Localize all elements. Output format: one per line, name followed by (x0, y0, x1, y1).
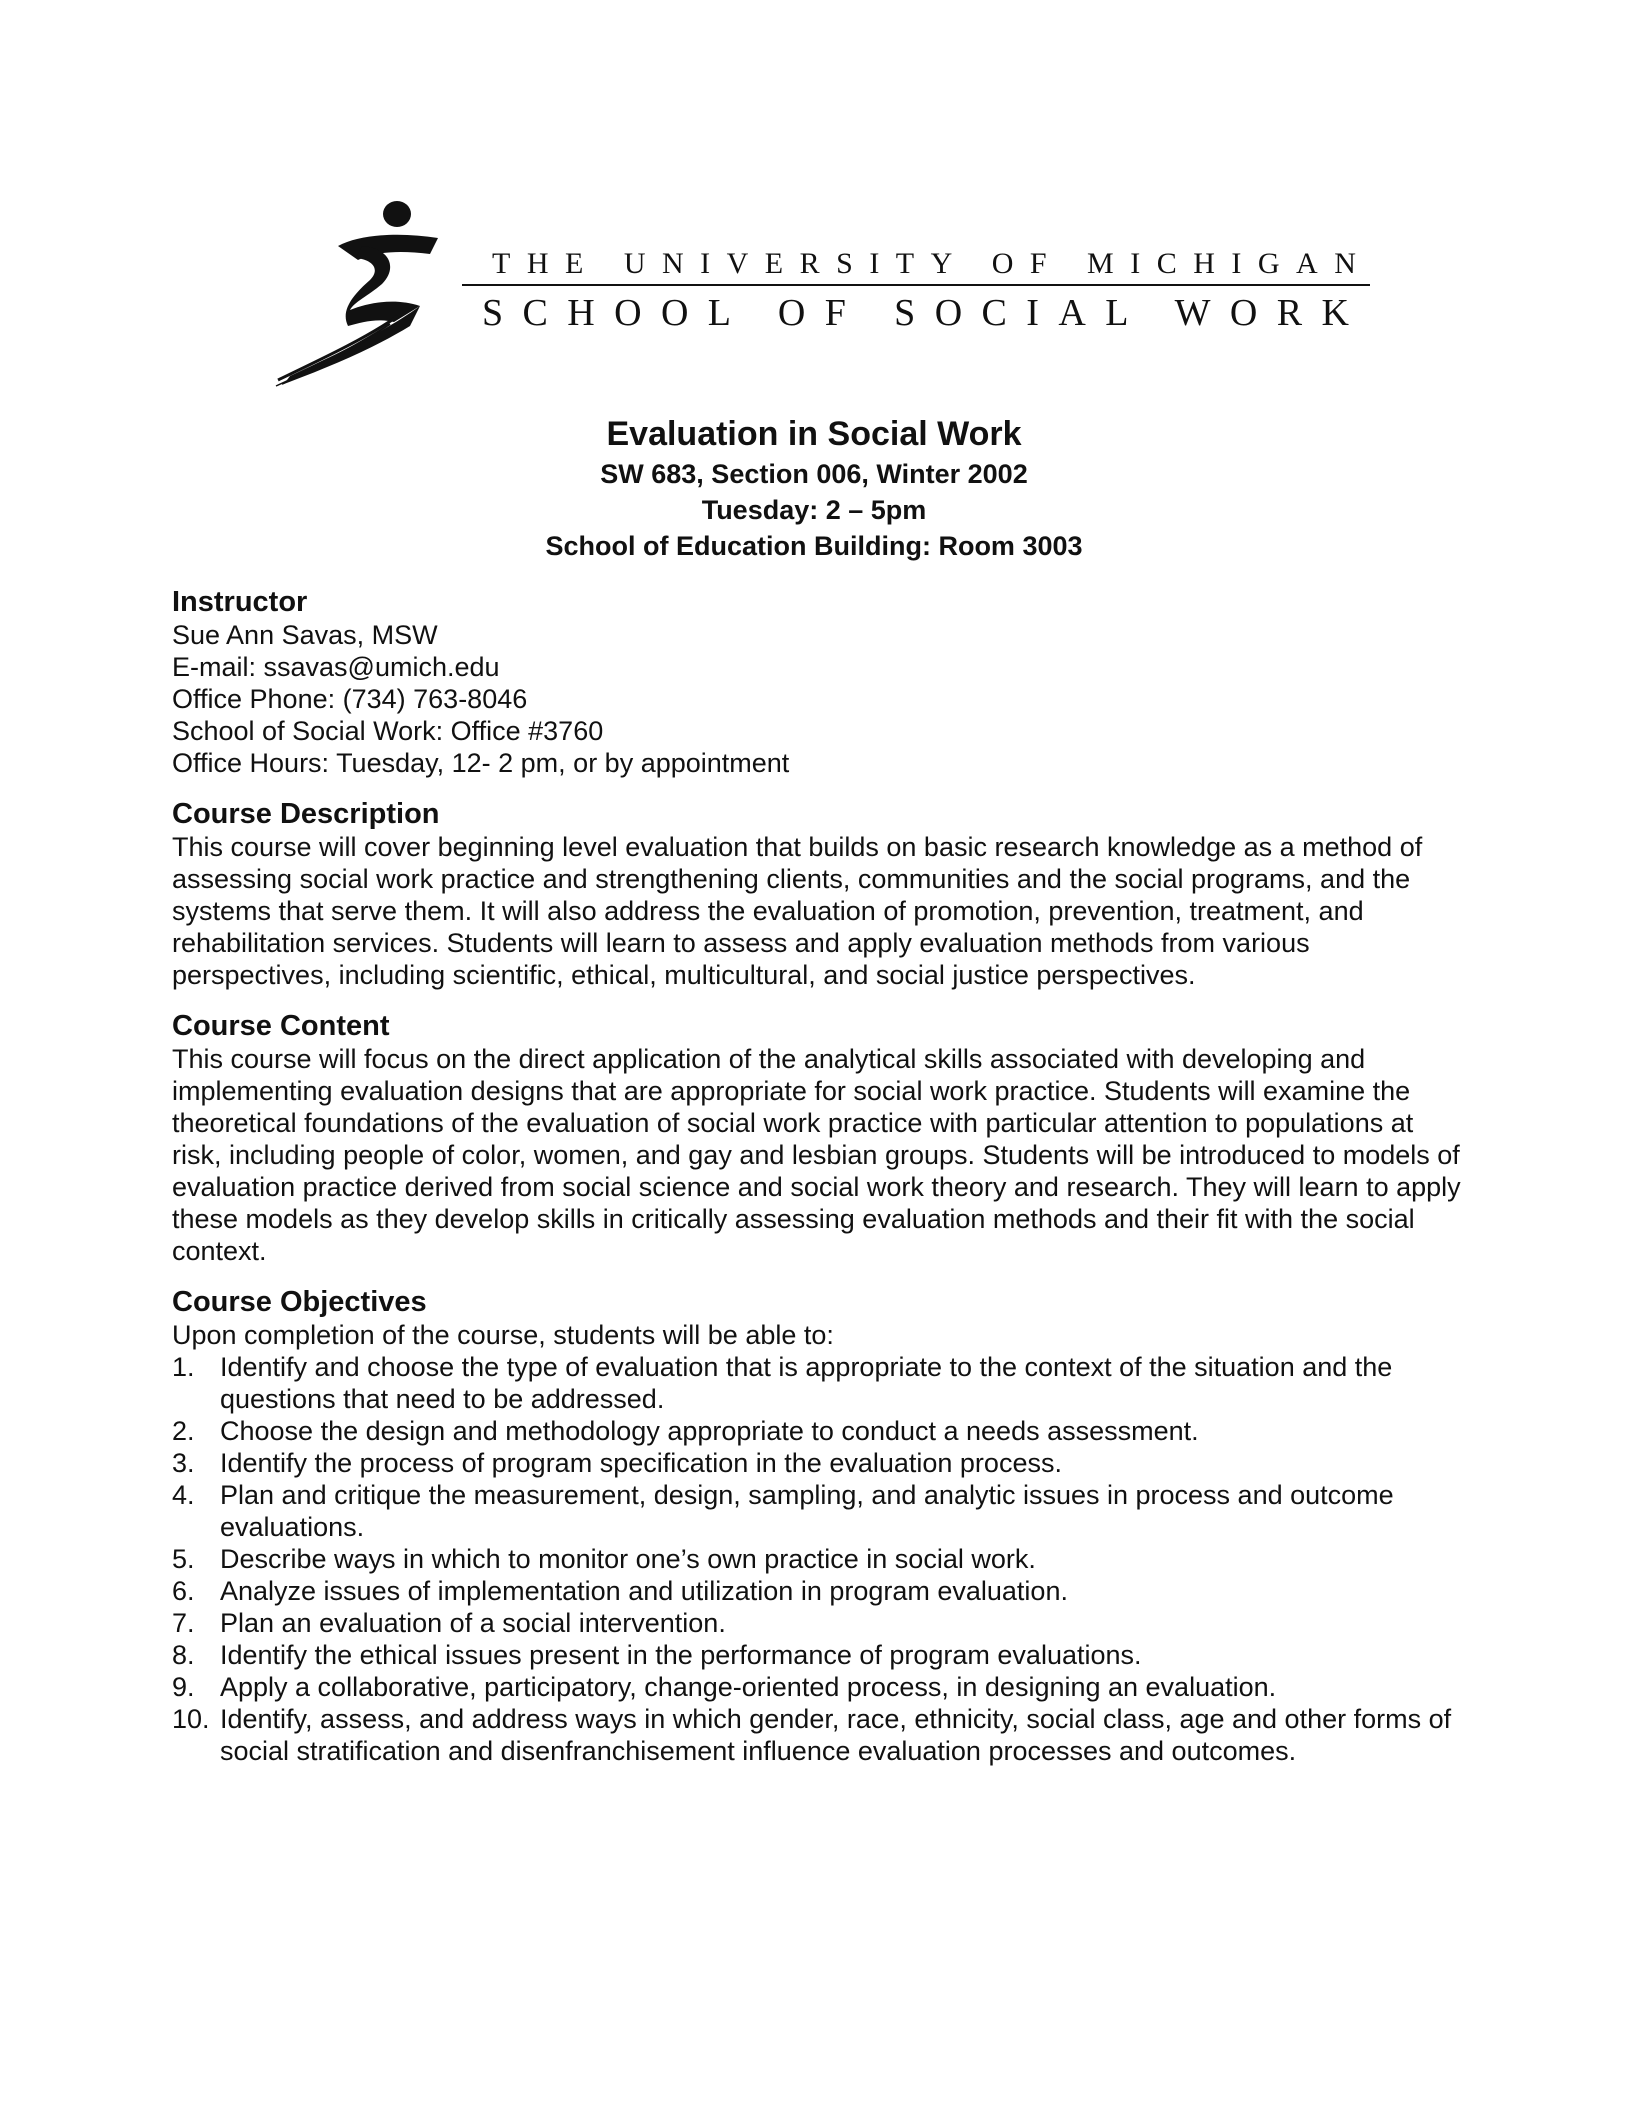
list-item (172, 1351, 1462, 1415)
list-item (172, 1415, 1462, 1447)
title-block (0, 412, 1628, 564)
content-section (172, 1009, 1462, 1267)
objectives-heading: Course Objectives (172, 1286, 427, 1318)
instructor-section (172, 585, 1462, 779)
course-title: Evaluation in Social Work (606, 415, 1022, 453)
list-item-number: 6. (172, 1576, 195, 1606)
content-text: This course will focus on the direct application of the analytical skills associated with developing and implementing evaluation designs that are appropriate for social work practice. Students will examine the theoretical foundations of the evaluation of social work practice with particular attention to populations at risk, including people of color, women, and gay and lesbian groups. Students will be introduced to models of evaluation practice derived from social science and social work theory and research. They will learn to apply these models as they develop skills in critically assessing evaluation methods and their fit with the social context. (172, 1044, 1461, 1266)
instructor-email: E-mail: ssavas@umich.edu (172, 652, 500, 682)
university-name: THE UNIVERSITY OF MICHIGAN (492, 247, 1373, 280)
list-item-text: Choose the design and methodology appropriate to conduct a needs assessment. (220, 1416, 1199, 1446)
course-location: School of Education Building: Room 3003 (545, 531, 1083, 561)
document-body (172, 585, 1462, 1785)
instructor-hours: Office Hours: Tuesday, 12- 2 pm, or by appointment (172, 748, 790, 778)
list-item-number: 7. (172, 1608, 195, 1638)
list-item-number: 9. (172, 1672, 195, 1702)
list-item-text: Plan and critique the measurement, design, sampling, and analytic issues in process and outcome evaluations. (220, 1480, 1394, 1542)
list-item-number: 10. (172, 1704, 210, 1734)
list-item (172, 1543, 1462, 1575)
list-item-text: Plan an evaluation of a social intervention. (220, 1608, 726, 1638)
list-item-text: Identify the process of program specification in the evaluation process. (220, 1448, 1062, 1478)
list-item-text: Describe ways in which to monitor one’s own practice in social work. (220, 1544, 1036, 1574)
objectives-list (172, 1351, 1462, 1767)
instructor-office: School of Social Work: Office #3760 (172, 716, 604, 746)
course-code: SW 683, Section 006, Winter 2002 (600, 459, 1028, 489)
course-schedule: Tuesday: 2 – 5pm (701, 495, 927, 525)
list-item-text: Identify, assess, and address ways in which gender, race, ethnicity, social class, age and other forms of social stratification and disenfranchisement influence evaluation processes and outcomes. (220, 1704, 1452, 1766)
list-item (172, 1575, 1462, 1607)
list-item (172, 1703, 1462, 1767)
instructor-heading: Instructor (172, 586, 308, 618)
description-section (172, 797, 1462, 991)
list-item-number: 1. (172, 1352, 195, 1382)
list-item (172, 1447, 1462, 1479)
school-logo-icon (270, 198, 450, 388)
list-item-number: 8. (172, 1640, 195, 1670)
list-item (172, 1479, 1462, 1543)
list-item (172, 1671, 1462, 1703)
list-item-text: Identify the ethical issues present in the performance of program evaluations. (220, 1640, 1142, 1670)
description-text: This course will cover beginning level evaluation that builds on basic research knowledge as a method of assessing social work practice and strengthening clients, communities and the social programs, and the systems that serve them. It will also address the evaluation of promotion, prevention, treatment, and rehabilitation services. Students will learn to assess and apply evaluation methods from various perspectives, including scientific, ethical, multicultural, and social justice perspectives. (172, 832, 1423, 990)
list-item-number: 2. (172, 1416, 195, 1446)
list-item-text: Identify and choose the type of evaluation that is appropriate to the context of the situation and the questions that need to be addressed. (220, 1352, 1393, 1414)
list-item-text: Apply a collaborative, participatory, change-oriented process, in designing an evaluation. (220, 1672, 1277, 1702)
objectives-section (172, 1285, 1462, 1767)
instructor-name: Sue Ann Savas, MSW (172, 620, 438, 650)
instructor-phone: Office Phone: (734) 763-8046 (172, 684, 528, 714)
list-item-text: Analyze issues of implementation and utilization in program evaluation. (220, 1576, 1068, 1606)
letterhead-divider (462, 284, 1370, 286)
content-heading: Course Content (172, 1010, 390, 1042)
list-item (172, 1607, 1462, 1639)
list-item-number: 5. (172, 1544, 195, 1574)
description-heading: Course Description (172, 798, 440, 830)
list-item-number: 3. (172, 1448, 195, 1478)
school-name: SCHOOL OF SOCIAL WORK (482, 292, 1369, 334)
list-item (172, 1639, 1462, 1671)
objectives-intro: Upon completion of the course, students will be able to: (172, 1320, 834, 1350)
letterhead (270, 198, 1380, 388)
list-item-number: 4. (172, 1480, 195, 1510)
